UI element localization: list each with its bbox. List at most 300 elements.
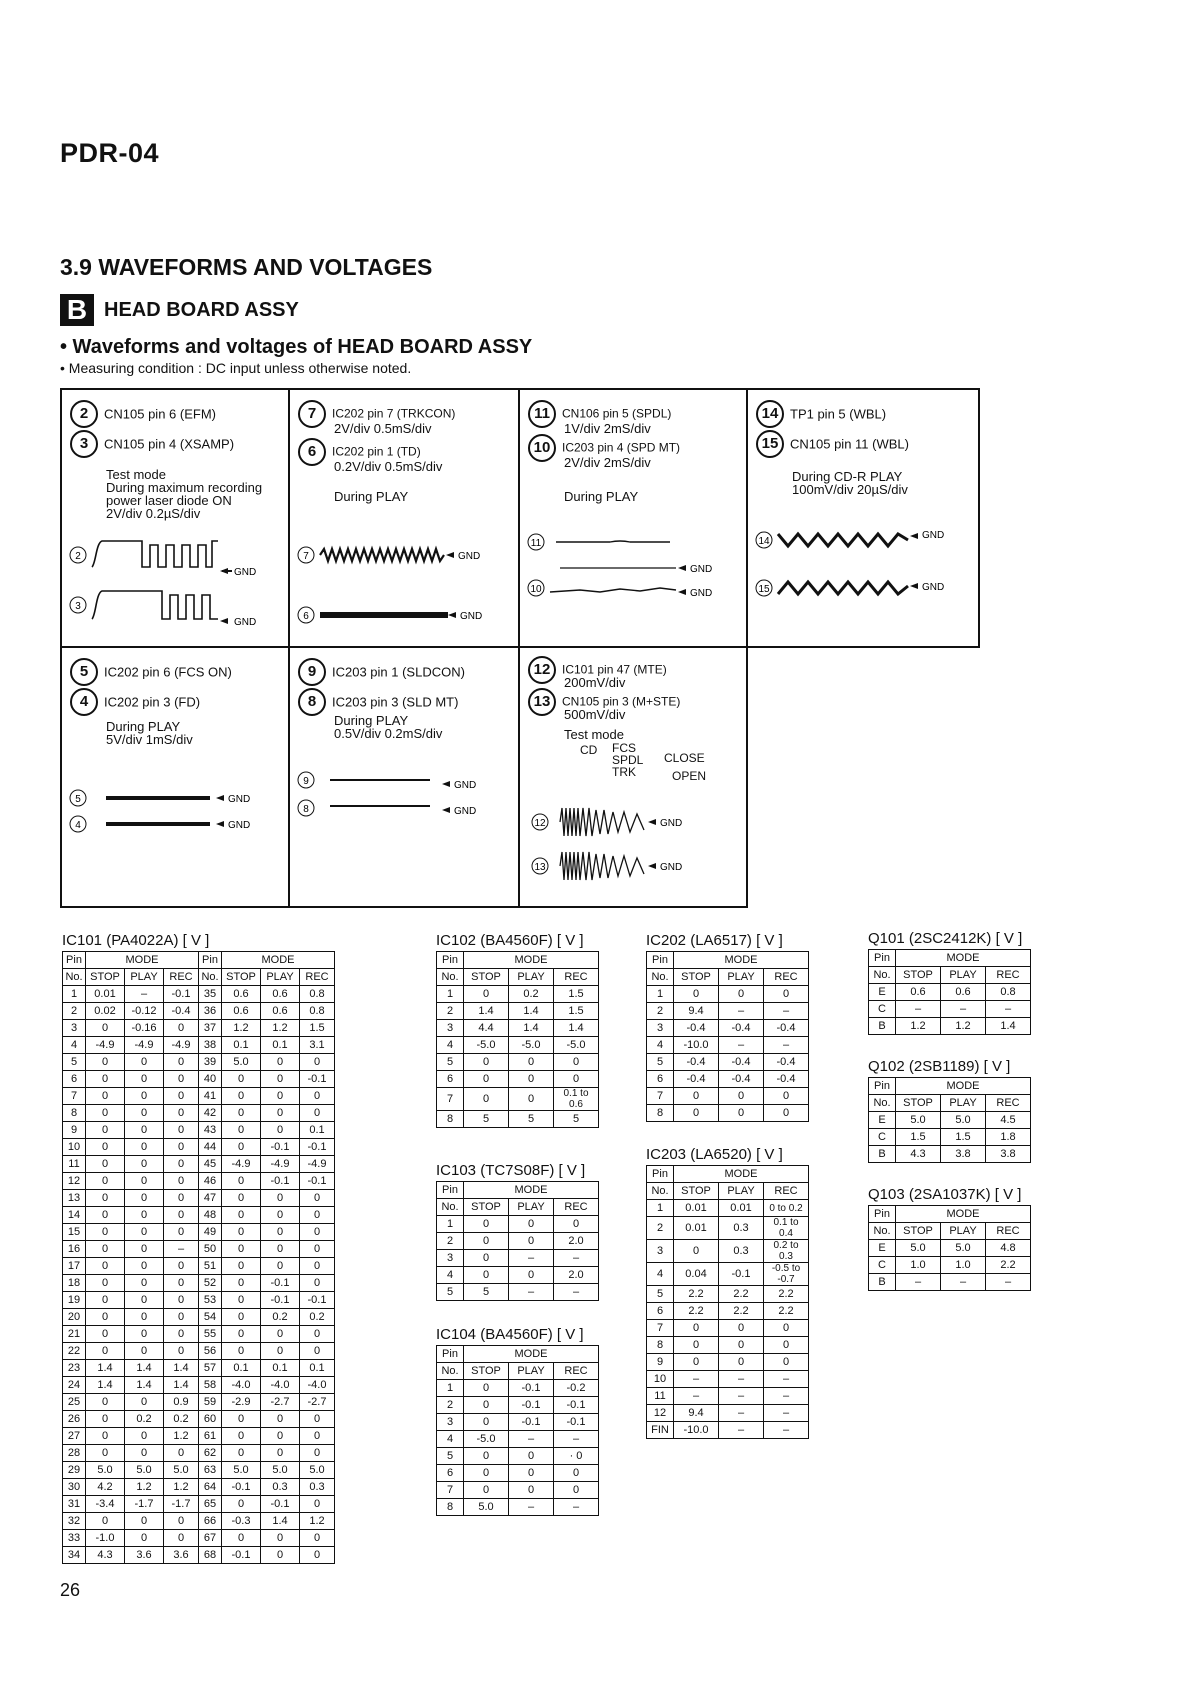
table-cell: 0 (509, 1448, 554, 1465)
table-row (63, 1020, 335, 1037)
table-cell: 1.4 (464, 1003, 509, 1020)
table-cell: – (764, 1003, 809, 1020)
mode-header: MODE (464, 1182, 599, 1199)
table-cell: 4.3 (896, 1146, 941, 1163)
table-cell: 0.6 (222, 1003, 261, 1020)
table-cell: 0.9 (164, 1394, 199, 1411)
mode-open: OPEN (672, 769, 707, 783)
table-cell: -0.4 (764, 1054, 809, 1071)
table-cell: 0 (464, 1071, 509, 1088)
table-cell: 4 (63, 1037, 86, 1054)
table-cell: 0 (164, 1445, 199, 1462)
table-cell: B (869, 1274, 896, 1291)
table-title: IC101 (PA4022A) [ V ] (62, 932, 210, 949)
table-cell: – (986, 1274, 1031, 1291)
table-cell: 5.0 (464, 1499, 509, 1516)
table-cell: 0 (261, 1411, 300, 1428)
table-cell: 0 (300, 1241, 335, 1258)
table-row (63, 1122, 335, 1139)
table-cell: -0.12 (125, 1003, 164, 1020)
table-cell: 9 (63, 1122, 86, 1139)
signal-label: TP1 pin 5 (WBL) (790, 406, 887, 422)
table-cell: -4.0 (300, 1377, 335, 1394)
table-row (437, 1233, 599, 1250)
table-cell: 0 (164, 1105, 199, 1122)
table-row (647, 1217, 809, 1240)
table-cell: 45 (199, 1156, 222, 1173)
table-cell: 0.6 (896, 984, 941, 1001)
table-row (437, 1020, 599, 1037)
table-cell: 1.5 (941, 1129, 986, 1146)
table-cell: -3.4 (86, 1496, 125, 1513)
table-cell: 56 (199, 1343, 222, 1360)
table-cell: 0 (719, 986, 764, 1003)
table-cell: 0 (125, 1241, 164, 1258)
table-cell: 5.0 (300, 1462, 335, 1479)
table-row (647, 1105, 809, 1122)
table-cell: 9 (647, 1354, 674, 1371)
table-cell: 4.3 (86, 1547, 125, 1564)
signal-number: 13 (528, 688, 556, 716)
table-ic104 (436, 1326, 599, 1516)
table-cell: 3.8 (986, 1146, 1031, 1163)
table-ic101 (62, 932, 335, 1564)
gnd-label: GND (458, 551, 481, 562)
table-cell: – (764, 1422, 809, 1439)
table-q102 (868, 1058, 1031, 1163)
pin-header: Pin (869, 1078, 896, 1095)
play-header: PLAY (941, 1223, 986, 1240)
table-cell: – (125, 986, 164, 1003)
signal-number: 8 (298, 688, 326, 716)
table-cell: 64 (199, 1479, 222, 1496)
table-cell: – (986, 1001, 1031, 1018)
table-cell: 57 (199, 1360, 222, 1377)
table-cell: -0.1 (261, 1292, 300, 1309)
table-cell: 0.8 (300, 1003, 335, 1020)
table-cell: 0 (164, 1292, 199, 1309)
table-cell: 5.0 (164, 1462, 199, 1479)
table-cell: 3.6 (125, 1547, 164, 1564)
table-cell: -0.4 (719, 1054, 764, 1071)
table-row (869, 984, 1031, 1001)
table-cell: 3 (437, 1414, 464, 1431)
table-cell: 21 (63, 1326, 86, 1343)
mode-header: MODE (674, 952, 809, 969)
condition-label: power laser diode ON (106, 493, 232, 508)
condition-label: During CD-R PLAY (792, 469, 903, 484)
signal-label: CN105 pin 4 (XSAMP) (104, 436, 235, 452)
table-cell: 0 (222, 1105, 261, 1122)
table-cell: 0 (86, 1156, 125, 1173)
table-cell: 0 (164, 1156, 199, 1173)
table-cell: 0 (164, 1122, 199, 1139)
table-cell: 0 (261, 1207, 300, 1224)
signal-number: 12 (528, 656, 556, 684)
table-row (63, 1275, 335, 1292)
table-cell: 1.2 (164, 1479, 199, 1496)
table-row (869, 1257, 1031, 1274)
no-header: No. (437, 969, 464, 986)
table-cell: 0 (164, 1173, 199, 1190)
table-row (63, 1411, 335, 1428)
table-cell: 3 (647, 1020, 674, 1037)
table-cell: 5.0 (261, 1462, 300, 1479)
signal-number: 6 (298, 438, 326, 466)
table-cell: 1.5 (300, 1020, 335, 1037)
table-cell: 52 (199, 1275, 222, 1292)
table-cell: 38 (199, 1037, 222, 1054)
table-cell: 0 (554, 1216, 599, 1233)
table-cell: 0 (764, 1105, 809, 1122)
table-cell: – (164, 1241, 199, 1258)
table-row (647, 1020, 809, 1037)
table-cell: 0.04 (674, 1263, 719, 1286)
table-cell: 0 (222, 1190, 261, 1207)
table-cell: 1.4 (86, 1360, 125, 1377)
table-cell: 0 (764, 1337, 809, 1354)
table-row (437, 1037, 599, 1054)
table-cell: -0.16 (125, 1020, 164, 1037)
table-cell: 9.4 (674, 1003, 719, 1020)
table-title: Q102 (2SB1189) [ V ] (868, 1058, 1011, 1075)
table-cell: 2.2 (986, 1257, 1031, 1274)
table-cell: 0 (674, 986, 719, 1003)
table-row (647, 1071, 809, 1088)
table-cell: 7 (63, 1088, 86, 1105)
table-cell: 0 (300, 1411, 335, 1428)
table-cell: 0 (509, 1267, 554, 1284)
table-cell: – (896, 1001, 941, 1018)
table-cell: 1 (437, 1216, 464, 1233)
table-cell: 0 (125, 1292, 164, 1309)
table-cell: 0 (222, 1411, 261, 1428)
table-cell: 0 (300, 1207, 335, 1224)
table-cell: 0 (300, 1428, 335, 1445)
page-number: 26 (60, 1580, 81, 1600)
table-cell: 0 (719, 1088, 764, 1105)
table-row (437, 1448, 599, 1465)
play-header: PLAY (941, 967, 986, 984)
table-cell: 0 (86, 1258, 125, 1275)
table-row (647, 1405, 809, 1422)
table-cell: 0 (125, 1156, 164, 1173)
table-q101 (868, 930, 1031, 1035)
no-header: No. (437, 1199, 464, 1216)
table-cell: 0 (125, 1445, 164, 1462)
table-cell: 0 (86, 1173, 125, 1190)
rec-header: REC (554, 1199, 599, 1216)
table-cell: 0 (86, 1139, 125, 1156)
svg-text:10: 10 (530, 584, 542, 595)
voltage-table (436, 951, 599, 1128)
table-cell: 0 (719, 1337, 764, 1354)
table-cell: 0 (125, 1224, 164, 1241)
table-cell: 0 (464, 1088, 509, 1111)
svg-text:12: 12 (534, 818, 546, 829)
table-cell: 54 (199, 1309, 222, 1326)
table-cell: 4 (437, 1267, 464, 1284)
svg-text:6: 6 (303, 611, 309, 622)
table-cell: -0.1 (261, 1173, 300, 1190)
table-ic203 (646, 1146, 809, 1439)
table-cell: 0 (674, 1337, 719, 1354)
svg-text:3: 3 (75, 601, 81, 612)
table-cell: – (719, 1003, 764, 1020)
table-cell: 4.2 (86, 1479, 125, 1496)
table-cell: 12 (63, 1173, 86, 1190)
table-cell: 50 (199, 1241, 222, 1258)
table-cell: 0.01 (86, 986, 125, 1003)
table-cell: -4.9 (86, 1037, 125, 1054)
table-cell: 0 (222, 1275, 261, 1292)
mode-close: CLOSE (664, 751, 705, 765)
table-cell: 4 (647, 1263, 674, 1286)
table-cell: 31 (63, 1496, 86, 1513)
table-cell: C (869, 1001, 896, 1018)
waveform-cell-efm (60, 388, 290, 648)
table-cell: 0 (86, 1309, 125, 1326)
table-row (437, 1397, 599, 1414)
table-cell: -10.0 (674, 1422, 719, 1439)
table-cell: 11 (647, 1388, 674, 1405)
no-header: No. (647, 1183, 674, 1200)
pin-header: Pin (437, 1346, 464, 1363)
gnd-label: GND (228, 794, 251, 805)
table-cell: 0 (125, 1139, 164, 1156)
scale-label: 200mV/div (564, 675, 626, 690)
table-cell: 0 (464, 1397, 509, 1414)
signal-number: 4 (70, 688, 98, 716)
table-cell: 5 (437, 1054, 464, 1071)
table-cell: 1.2 (164, 1428, 199, 1445)
table-cell: 0 (300, 1258, 335, 1275)
waveform-cell-trkcon (288, 388, 520, 648)
table-ic102 (436, 932, 599, 1128)
table-cell: 0 (554, 1482, 599, 1499)
gnd-label: GND (228, 820, 251, 831)
pin-header: Pin (869, 1206, 896, 1223)
signal-number: 3 (70, 430, 98, 458)
table-cell: 0 (86, 1241, 125, 1258)
table-row (437, 1482, 599, 1499)
table-cell: 0 (125, 1122, 164, 1139)
mode-trk: TRK (612, 765, 636, 779)
table-cell: 61 (199, 1428, 222, 1445)
table-cell: 3.8 (941, 1146, 986, 1163)
table-cell: 0.1 (261, 1037, 300, 1054)
table-cell: 0 (164, 1224, 199, 1241)
table-cell: E (869, 1112, 896, 1129)
table-cell: -0.3 (222, 1513, 261, 1530)
signal-label: IC203 pin 3 (SLD MT) (332, 694, 459, 710)
table-cell: 2 (437, 1397, 464, 1414)
table-cell: 55 (199, 1326, 222, 1343)
table-row (647, 1303, 809, 1320)
table-cell: 22 (63, 1343, 86, 1360)
table-cell: 8 (437, 1499, 464, 1516)
stop-header: STOP (896, 1095, 941, 1112)
table-cell: 0 (554, 1465, 599, 1482)
table-cell: 0 (674, 1354, 719, 1371)
table-cell: 0 to 0.2 (764, 1200, 809, 1217)
mode-header: MODE (896, 1078, 1031, 1095)
signal-label: CN105 pin 3 (M+STE) (562, 694, 681, 709)
table-cell: 0.6 (941, 984, 986, 1001)
table-cell: – (509, 1431, 554, 1448)
table-cell: 0.1 (222, 1037, 261, 1054)
table-cell: 0 (509, 1233, 554, 1250)
table-row (63, 1258, 335, 1275)
table-cell: -0.1 (509, 1380, 554, 1397)
scale-label: 2V/div 0.2µS/div (106, 506, 201, 521)
table-cell: 1.2 (222, 1020, 261, 1037)
table-row (63, 1190, 335, 1207)
table-cell: 1 (437, 986, 464, 1003)
table-row (63, 1547, 335, 1564)
table-cell: 14 (63, 1207, 86, 1224)
table-row (869, 1112, 1031, 1129)
table-cell: 1 (647, 986, 674, 1003)
table-cell: 0.02 (86, 1003, 125, 1020)
no-header: No. (437, 1363, 464, 1380)
table-row (647, 1337, 809, 1354)
table-cell: 0 (125, 1513, 164, 1530)
table-cell: 0 (164, 1139, 199, 1156)
play-header: PLAY (941, 1095, 986, 1112)
table-row (437, 1414, 599, 1431)
table-cell: 0 (222, 1428, 261, 1445)
play-header: PLAY (719, 969, 764, 986)
table-cell: 0 (261, 1122, 300, 1139)
table-cell: 0.3 (719, 1217, 764, 1240)
table-cell: 0.1 (261, 1360, 300, 1377)
table-cell: 0 (464, 1216, 509, 1233)
table-cell: – (764, 1388, 809, 1405)
table-cell: E (869, 984, 896, 1001)
table-cell: 3.1 (300, 1037, 335, 1054)
table-cell: 0 (125, 1088, 164, 1105)
table-cell: 6 (437, 1465, 464, 1482)
table-cell: 0.8 (300, 986, 335, 1003)
table-cell: 5 (63, 1054, 86, 1071)
table-cell: 41 (199, 1088, 222, 1105)
table-row (63, 1479, 335, 1496)
table-cell: 35 (199, 986, 222, 1003)
table-cell: 0 (164, 1343, 199, 1360)
table-cell: -4.9 (300, 1156, 335, 1173)
table-cell: – (554, 1250, 599, 1267)
table-cell: 19 (63, 1292, 86, 1309)
table-cell: 0 (464, 1054, 509, 1071)
table-cell: 0 (261, 1445, 300, 1462)
board-title: HEAD BOARD ASSY (104, 298, 299, 321)
table-cell: 1.5 (554, 986, 599, 1003)
table-cell: -0.4 (674, 1071, 719, 1088)
table-cell: 0 (464, 1250, 509, 1267)
table-row (63, 1326, 335, 1343)
table-cell: 0 (125, 1530, 164, 1547)
scale-label: 500mV/div (564, 707, 626, 722)
table-title: IC102 (BA4560F) [ V ] (436, 932, 584, 949)
voltage-table (436, 1345, 599, 1516)
table-row (437, 1431, 599, 1448)
table-cell: 13 (63, 1190, 86, 1207)
table-cell: 1.2 (896, 1018, 941, 1035)
table-cell: C (869, 1129, 896, 1146)
table-row (437, 986, 599, 1003)
table-cell: 0.1 to 0.6 (554, 1088, 599, 1111)
table-cell: 7 (647, 1320, 674, 1337)
table-cell: 0 (86, 1411, 125, 1428)
table-cell: 1.2 (125, 1479, 164, 1496)
table-row (63, 1241, 335, 1258)
table-cell: 17 (63, 1258, 86, 1275)
table-row (63, 1173, 335, 1190)
waveform-plot (290, 535, 518, 645)
table-row (437, 1088, 599, 1111)
table-cell: -0.1 (300, 1173, 335, 1190)
table-cell: 5 (509, 1111, 554, 1128)
table-cell: 10 (63, 1139, 86, 1156)
waveform-cell-fcs (60, 646, 290, 908)
table-cell: 7 (647, 1088, 674, 1105)
table-cell: 0 (300, 1088, 335, 1105)
table-cell: 0 (222, 1173, 261, 1190)
table-row (647, 1200, 809, 1217)
table-row (63, 1224, 335, 1241)
table-cell: -0.1 (300, 1071, 335, 1088)
table-cell: 0 (300, 1547, 335, 1564)
table-cell: 0 (125, 1309, 164, 1326)
pin-header: Pin (647, 952, 674, 969)
waveform-plot (290, 760, 518, 840)
table-cell: 1.4 (164, 1360, 199, 1377)
table-cell: -5.0 (464, 1431, 509, 1448)
table-cell: 0.6 (261, 986, 300, 1003)
table-cell: 0 (509, 1465, 554, 1482)
table-row (869, 1274, 1031, 1291)
table-row (63, 1292, 335, 1309)
waveform-plot (748, 520, 978, 630)
table-row (647, 1422, 809, 1439)
signal-number: 14 (756, 400, 784, 428)
table-cell: 0 (300, 1326, 335, 1343)
table-row (437, 1054, 599, 1071)
table-cell: 5.0 (896, 1112, 941, 1129)
table-cell: -0.1 (300, 1292, 335, 1309)
table-cell: 0 (222, 1445, 261, 1462)
table-cell: 0 (164, 1309, 199, 1326)
signal-number: 15 (756, 430, 784, 458)
table-cell: -0.1 (261, 1139, 300, 1156)
table-cell: 0 (509, 1071, 554, 1088)
table-cell: -1.7 (125, 1496, 164, 1513)
table-cell: 0 (164, 1275, 199, 1292)
table-cell: 0.2 (125, 1411, 164, 1428)
table-cell: 1.4 (261, 1513, 300, 1530)
no-header: No. (869, 967, 896, 984)
table-cell: – (941, 1274, 986, 1291)
table-cell: 7 (437, 1088, 464, 1111)
gnd-label: GND (660, 862, 683, 873)
pin-header: Pin (437, 1182, 464, 1199)
table-cell: 47 (199, 1190, 222, 1207)
signal-label: CN106 pin 5 (SPDL) (562, 406, 672, 421)
table-cell: 5.0 (125, 1462, 164, 1479)
table-cell: 2 (647, 1003, 674, 1020)
table-cell: 0 (164, 1513, 199, 1530)
